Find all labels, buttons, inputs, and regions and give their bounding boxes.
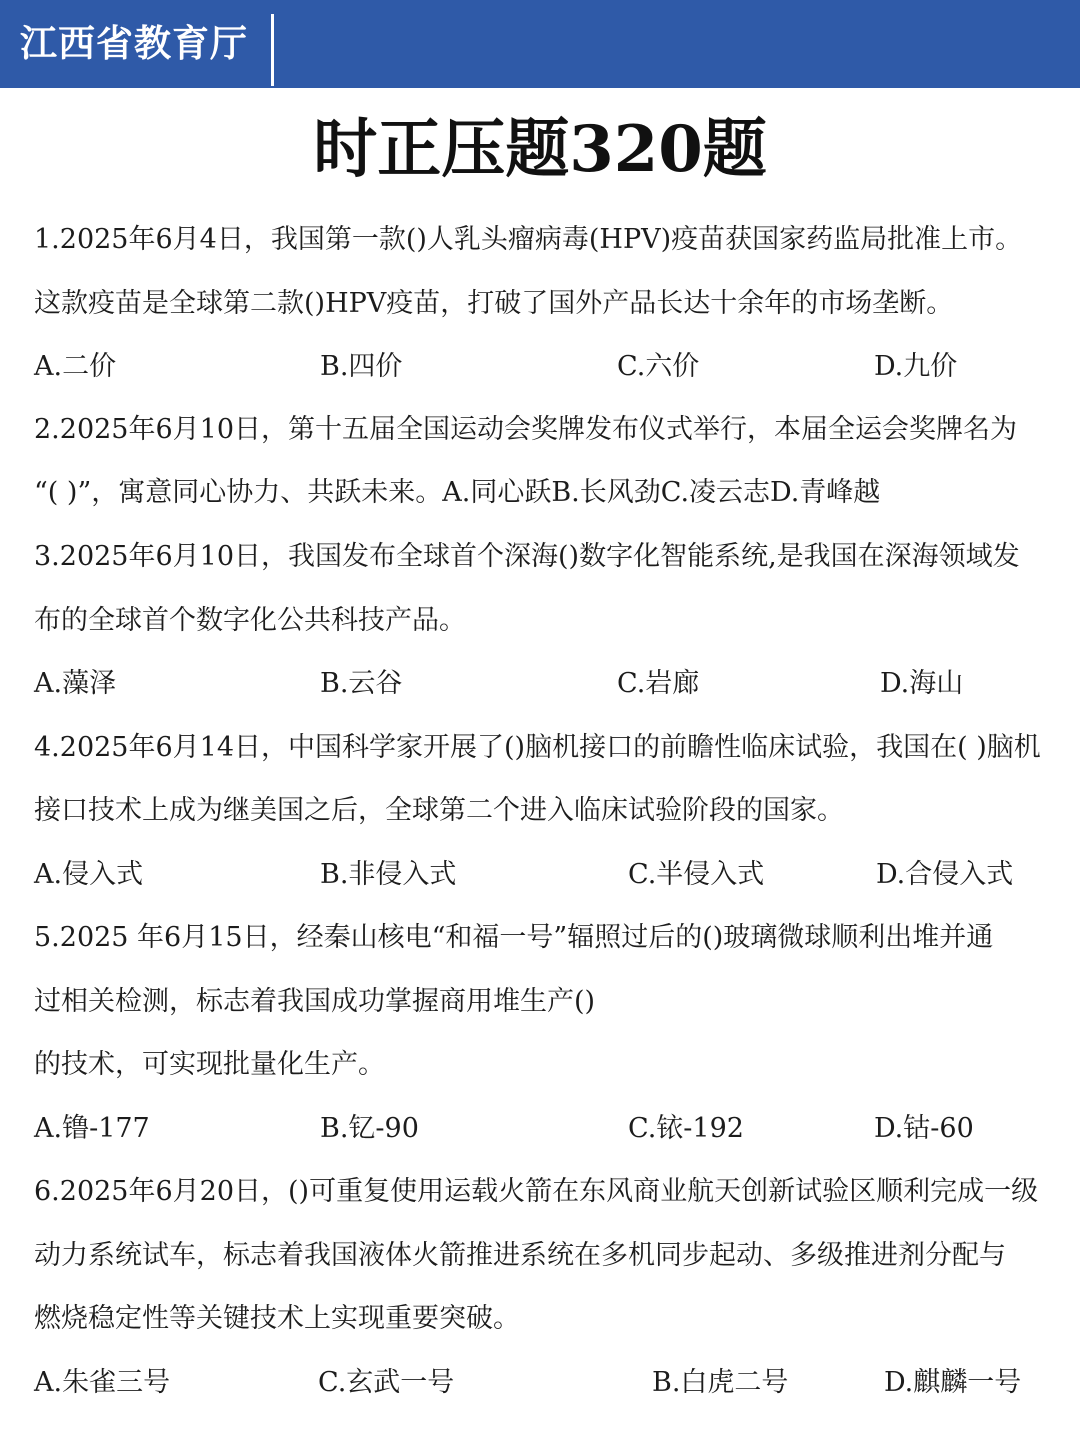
question-5-option-c: C.铱-192 bbox=[628, 1113, 744, 1144]
question-6-line-2: 动力系统试车，标志着我国液体火箭推进系统在多机同步起动、多级推进剂分配与 bbox=[34, 1240, 1006, 1271]
question-6-line-1: 6.2025年6月20日，()可重复使用运载火箭在东风商业航天创新试验区顺利完成一级 bbox=[34, 1176, 1039, 1207]
question-4-option-d: D.合侵入式 bbox=[876, 859, 1014, 890]
header-divider bbox=[271, 14, 274, 86]
question-5-line-3: 的技术，可实现批量化生产。 bbox=[34, 1049, 385, 1080]
question-6-option-c: C.玄武一号 bbox=[318, 1367, 455, 1398]
question-4-option-b: B.非侵入式 bbox=[320, 859, 457, 890]
question-5-option-d: D.钴-60 bbox=[874, 1113, 974, 1144]
question-5-option-b: B.钇-90 bbox=[320, 1113, 419, 1144]
question-1-option-a: A.二价 bbox=[34, 351, 117, 382]
question-6-line-3: 燃烧稳定性等关键技术上实现重要突破。 bbox=[34, 1303, 520, 1334]
question-3-option-a: A.藻泽 bbox=[34, 668, 117, 699]
question-3-option-c: C.岩廊 bbox=[617, 668, 700, 699]
question-4-option-a: A.侵入式 bbox=[34, 859, 144, 890]
question-6-option-a: A.朱雀三号 bbox=[34, 1367, 171, 1398]
document-title: 时正压题320题 bbox=[313, 112, 767, 187]
question-2-line-1: 2.2025年6月10日，第十五届全国运动会奖牌发布仪式举行，本届全运会奖牌名为 bbox=[34, 414, 1018, 445]
question-6-option-d: D.麒麟一号 bbox=[884, 1367, 1022, 1398]
question-1-option-d: D.九价 bbox=[874, 351, 958, 382]
question-5-option-a: A.镥-177 bbox=[34, 1113, 150, 1144]
brand-logo-text: 江西省教育厅 bbox=[20, 22, 248, 65]
question-1-line-1: 1.2025年6月4日，我国第一款()人乳头瘤病毒(HPV)疫苗获国家药监局批准上市。 bbox=[34, 224, 1023, 255]
question-1-option-c: C.六价 bbox=[617, 351, 700, 382]
question-2-line-2: “( )”，寓意同心协力、共跃未来。A.同心跃B.长风劲C.凌云志D.青峰越 bbox=[34, 477, 881, 508]
question-3-line-1: 3.2025年6月10日，我国发布全球首个深海()数字化智能系统,是我国在深海领域发 bbox=[34, 541, 1020, 572]
question-5-line-2: 过相关检测，标志着我国成功掌握商用堆生产() bbox=[34, 986, 596, 1017]
question-3-option-d: D.海山 bbox=[880, 668, 964, 699]
question-4-option-c: C.半侵入式 bbox=[628, 859, 765, 890]
question-1-option-b: B.四价 bbox=[320, 351, 403, 382]
question-4-line-1: 4.2025年6月14日，中国科学家开展了()脑机接口的前瞻性临床试验，我国在( )脑机 bbox=[34, 732, 1041, 763]
question-3-option-b: B.云谷 bbox=[320, 668, 403, 699]
question-5-line-1: 5.2025 年6月15日，经秦山核电“和福一号”辐照过后的()玻璃微球顺利出堆并通 bbox=[34, 922, 994, 953]
question-1-line-2: 这款疫苗是全球第二款()HPV疫苗，打破了国外产品长达十余年的市场垄断。 bbox=[34, 288, 954, 319]
question-6-option-b: B.白虎二号 bbox=[652, 1367, 789, 1398]
question-3-line-2: 布的全球首个数字化公共科技产品。 bbox=[34, 605, 466, 636]
question-4-line-2: 接口技术上成为继美国之后，全球第二个进入临床试验阶段的国家。 bbox=[34, 795, 844, 826]
header-bar bbox=[0, 0, 1080, 88]
